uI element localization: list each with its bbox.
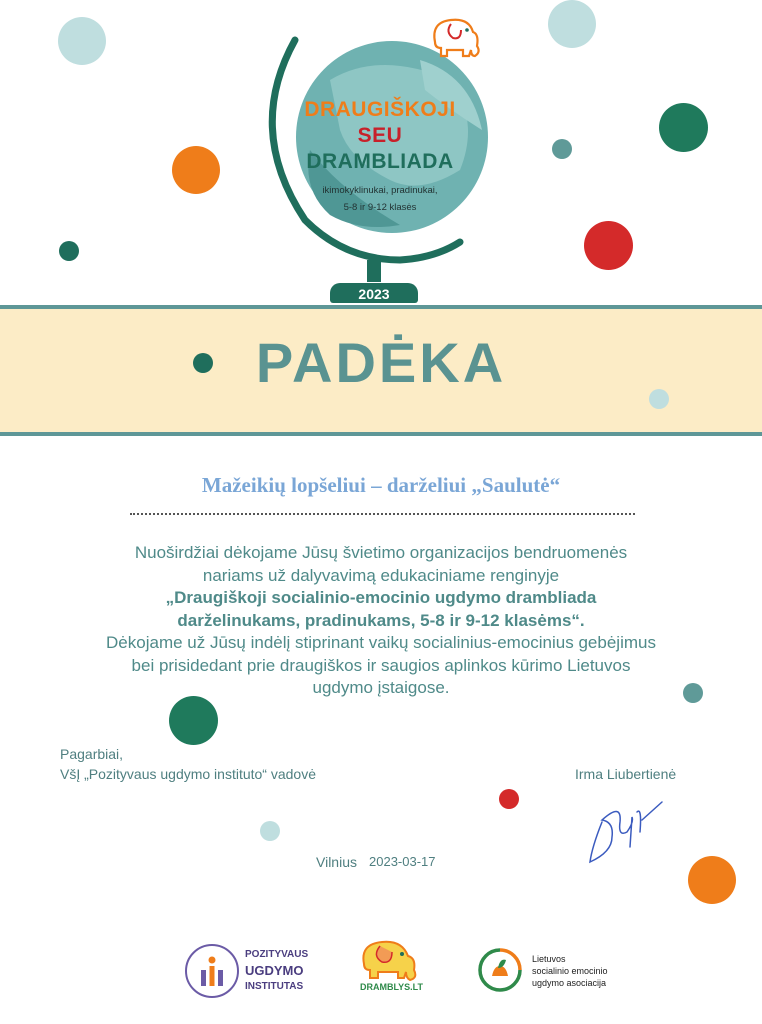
greeting: Pagarbiai, (60, 746, 124, 762)
decor-dot (548, 0, 596, 48)
body-line: nariams už dalyvavimą edukaciniame renginyje (202, 565, 560, 585)
decor-dot (169, 696, 218, 745)
pui-line2: UGDYMO (245, 963, 304, 978)
decor-dot (58, 17, 106, 65)
decor-dot (172, 146, 220, 194)
elephant-icon (425, 12, 485, 67)
dramblys-logo (356, 938, 426, 998)
logo-line2: SEU (357, 124, 403, 147)
body-line: Nuoširdžiai dėkojame Jūsų švietimo organizacijos bendruomenės (134, 543, 628, 562)
pui-logo (183, 942, 309, 1000)
lseua-line1: Lietuvos (532, 954, 566, 964)
lseua-logo (476, 946, 616, 996)
handwritten-signature (582, 792, 672, 868)
body-line: ugdymo įstaigose. (312, 678, 450, 697)
body-line-bold: „Draugiškoji socialinio-emocinio ugdymo drambliada (165, 588, 597, 607)
divider (130, 513, 635, 515)
dramblys-elephant-icon (356, 938, 420, 982)
date: 2023-03-17 (369, 854, 436, 869)
decor-dot (552, 139, 572, 159)
body-line: bei prisidedant prie draugiškos ir saugios aplinkos kūrimo Lietuvos (131, 655, 631, 675)
place: Vilnius (316, 854, 357, 870)
recipient-name: Mažeikių lopšeliui – darželiui „Saulutė“ (201, 473, 561, 497)
body-line-bold: darželinukams, pradinukams, 5-8 ir 9-12 klasėms“. (177, 610, 585, 630)
pui-line1: POZITYVAUS (245, 949, 309, 960)
body-line: Dėkojame už Jūsų indėlį stiprinant vaikų socialinius-emocinius gebėjimus (106, 633, 656, 652)
logo-line1: DRAUGIŠKOJI (304, 98, 456, 121)
drambliada-logo (250, 20, 510, 310)
body-text (60, 542, 702, 700)
decor-dot (688, 856, 736, 904)
signer-name: Irma Liubertienė (575, 766, 677, 782)
decor-dot (659, 103, 708, 152)
dramblys-text: DRAMBLYS.LT (360, 982, 423, 992)
page-title: PADĖKA (255, 331, 507, 394)
signer-role: VšĮ „Pozityvaus ugdymo instituto“ vadovė (60, 766, 317, 782)
pui-line3: INSTITUTAS (245, 981, 304, 992)
logo-line3: DRAMBLIADA (306, 150, 454, 173)
logo-subtitle-2: 5-8 ir 9-12 klasės (343, 202, 417, 213)
decor-dot (260, 821, 280, 841)
pui-logo-icon (183, 942, 241, 1000)
lseua-line2: socialinio emocinio (532, 966, 608, 976)
decor-dot (683, 683, 703, 703)
lseua-line3: ugdymo asociacija (532, 978, 607, 988)
year-badge: 2023 (330, 283, 418, 303)
decor-dot (584, 221, 633, 270)
logo-subtitle-1: ikimokyklinukai, pradinukai, (322, 185, 438, 196)
decor-dot (499, 789, 519, 809)
decor-dot (59, 241, 79, 261)
lseua-logo-icon (476, 946, 524, 994)
